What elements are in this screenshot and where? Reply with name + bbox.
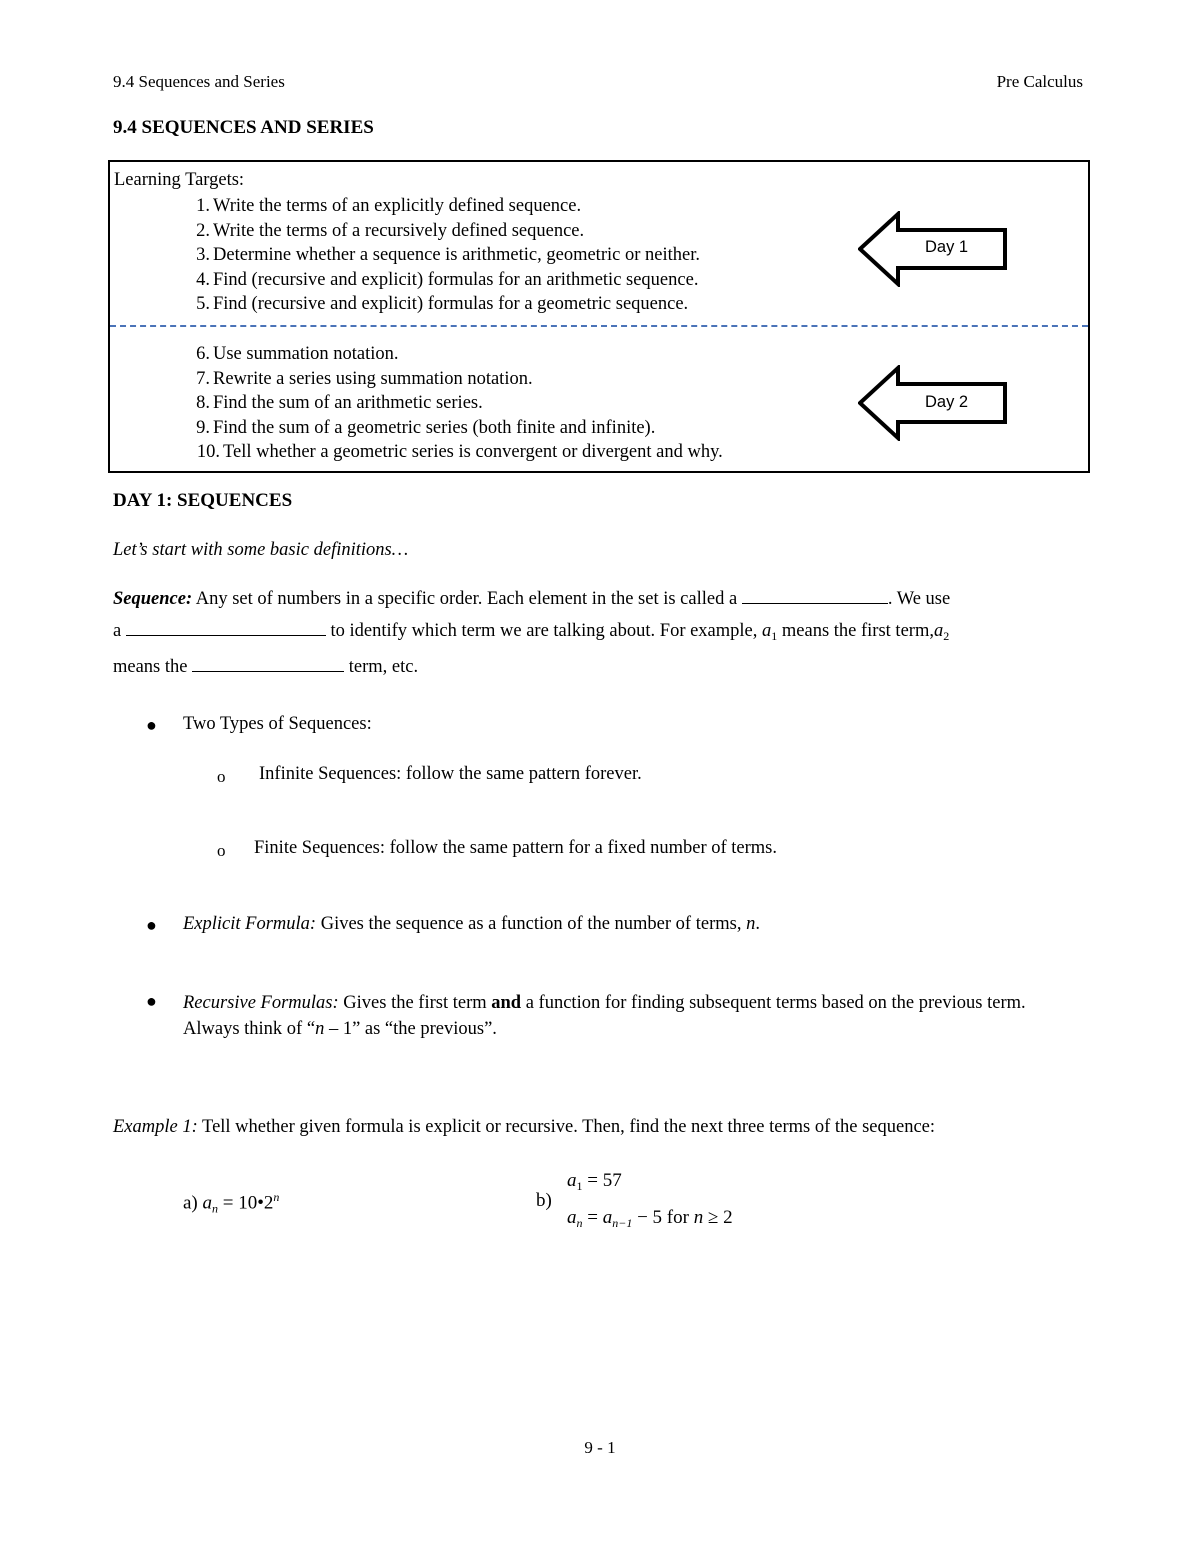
answer-blank	[192, 657, 344, 672]
sequence-definition-line1: Sequence: Any set of numbers in a specific order. Each element in the set is called a . We use	[113, 589, 951, 609]
day1-heading: DAY 1: SEQUENCES	[113, 490, 293, 511]
page-number: 9 - 1	[584, 1438, 616, 1457]
target-item: 4. Find (recursive and explicit) formulas for an arithmetic sequence.	[196, 269, 699, 290]
example1-part-b-label: b)	[536, 1190, 552, 1211]
infinite-sequences-text: Infinite Sequences: follow the same pattern forever.	[259, 764, 642, 784]
target-item: 8. Find the sum of an arithmetic series.	[196, 393, 483, 414]
answer-blank	[126, 621, 326, 636]
answer-blank	[742, 589, 888, 604]
sequence-definition-line2: a to identify which term we are talking about. For example, $a_1$ means the first $term,a_2$	[113, 621, 950, 643]
target-item: 3. Determine whether a sequence is arithmetic, geometric or neither.	[196, 245, 700, 266]
header-right: Pre Calculus	[996, 72, 1083, 91]
bullet-icon: ●	[146, 715, 157, 735]
target-item: 2. Write the terms of a recursively defined sequence.	[196, 220, 585, 241]
day1-arrow	[858, 211, 1008, 287]
bullet-icon: ●	[146, 915, 157, 935]
circle-bullet-icon: o	[217, 841, 226, 860]
page-title: 9.4 SEQUENCES AND SERIES	[113, 117, 374, 138]
day2-targets-list	[184, 342, 723, 465]
target-item: 7. Rewrite a series using summation notation.	[196, 368, 533, 389]
target-item: 6. Use summation notation.	[196, 344, 399, 364]
circle-bullet-icon: o	[217, 767, 226, 786]
example1-part-b-line1: $a_1 = 57$	[567, 1170, 622, 1193]
finite-sequences-text: Finite Sequences: follow the same pattern for a fixed number of terms.	[254, 838, 777, 858]
target-item: 10. Tell whether a geometric series is convergent or divergent and why.	[196, 442, 723, 463]
two-types-text: Two Types of Sequences:	[183, 714, 372, 734]
target-item: 5. Find (recursive and explicit) formulas for a geometric sequence.	[196, 294, 689, 315]
target-item: 1. Write the terms of an explicitly defined sequence.	[196, 196, 582, 216]
day2-arrow	[858, 365, 1008, 441]
example1-prompt: Example 1: Tell whether given formula is explicit or recursive. Then, find the next three terms of the sequence:	[113, 1117, 936, 1137]
header-left: 9.4 Sequences and Series	[113, 72, 285, 91]
sequence-definition-line3: means the term, etc.	[113, 657, 419, 677]
day-divider	[110, 325, 1088, 327]
intro-text: Let’s start with some basic definitions…	[113, 540, 409, 560]
example1-part-a: a) $a_n$ = $10•2^n$	[183, 1190, 280, 1216]
day1-targets-list	[184, 194, 700, 317]
target-item: 9. Find the sum of a geometric series (both finite and infinite).	[196, 417, 656, 438]
bullet-icon: ●	[146, 991, 157, 1011]
recursive-formula-text: Recursive Formulas: Gives the first term and a function for finding subsequent terms based on the previous term. Always think of “n – 1” as “the previous”.	[183, 993, 1026, 1039]
explicit-formula-text: Explicit Formula: Gives the sequence as a function of the number of terms, n.	[183, 914, 760, 934]
day1-arrow-label: Day 1	[925, 238, 969, 256]
learning-targets-box	[108, 160, 1090, 473]
learning-targets-label: Learning Targets:	[114, 170, 245, 190]
day2-arrow-label: Day 2	[925, 393, 969, 411]
example1-part-b-line2: $a_n = a_{n-1} - 5$ for n ≥ 2	[567, 1207, 733, 1230]
